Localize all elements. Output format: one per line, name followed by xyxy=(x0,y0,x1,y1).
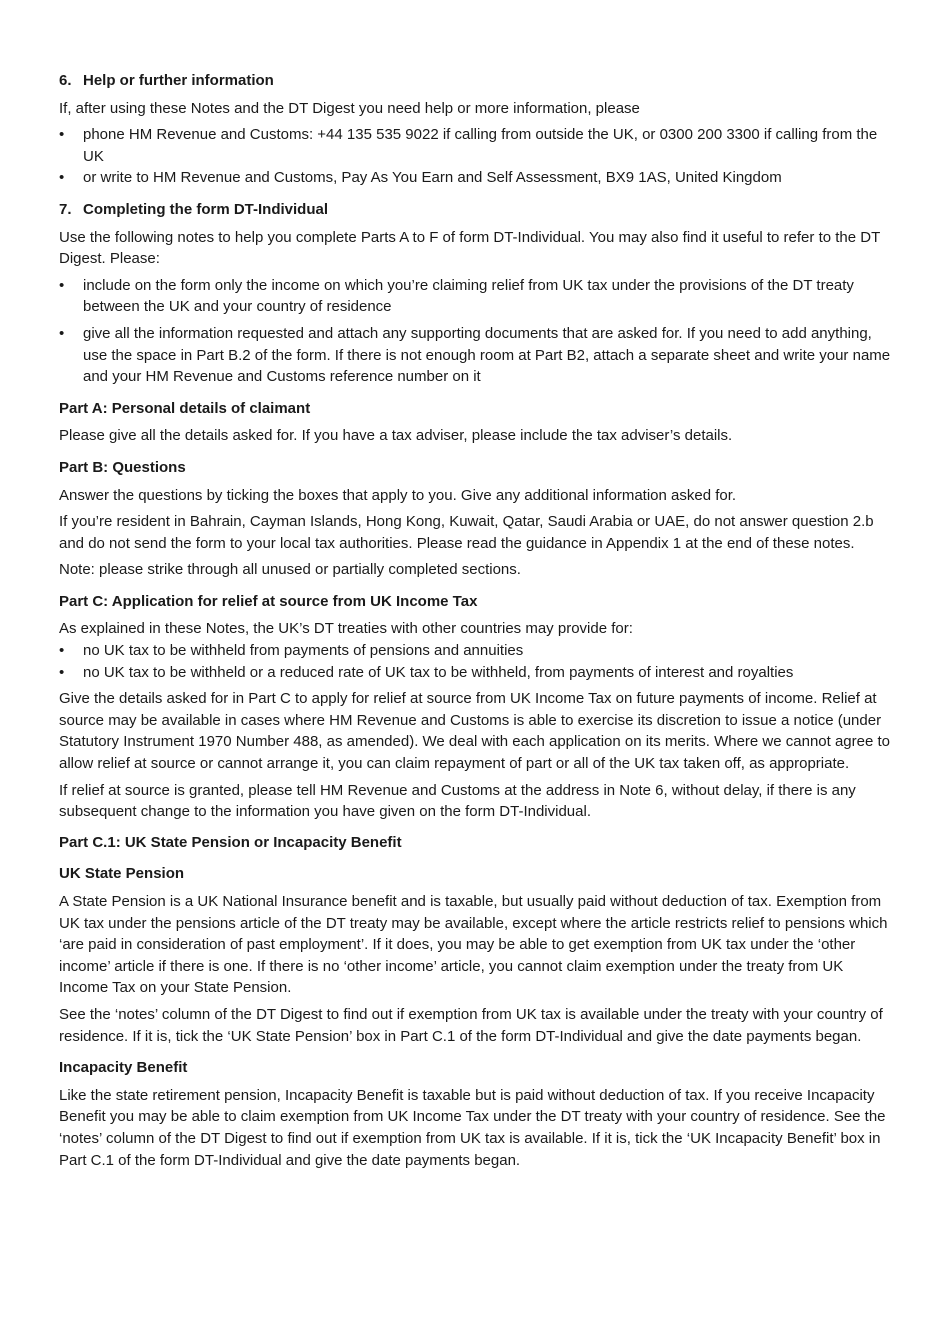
state-pension-text-2: See the ‘notes’ column of the DT Digest to find out if exemption from UK tax is available under the treaty with your country of residence. If it is, tick the ‘UK State Pension’ box in Part C.1 of the form DT-Individual and give the date payments began. xyxy=(59,1005,883,1045)
part-c1-heading: Part C.1: UK State Pension or Incapacity Benefit xyxy=(59,833,402,851)
part-c-bullet-list xyxy=(59,640,891,683)
bullet-icon: • xyxy=(59,276,65,294)
part-b-heading: Part B: Questions xyxy=(59,458,186,476)
section-6-intro: If, after using these Notes and the DT Digest you need help or more information, please xyxy=(59,99,640,117)
bullet-icon: • xyxy=(59,126,65,144)
part-a-heading: Part A: Personal details of claimant xyxy=(59,399,311,417)
part-c-text-2: If relief at source is granted, please tell HM Revenue and Customs at the address in Note 6, without delay, if there is any subsequent change to the information you have given on the form DT-Individual. xyxy=(59,781,856,821)
state-pension-heading: UK State Pension xyxy=(59,865,185,883)
part-b xyxy=(59,457,891,581)
part-a-text: Please give all the details asked for. If you have a tax adviser, please include the tax adviser’s details. xyxy=(59,427,733,445)
part-a xyxy=(59,398,891,447)
list-item: • give all the information requested and attach any supporting documents that are asked for. If you need to add anything, use the space in Part B.2 of the form. If there is not enough room at Part B2, attach a separate sheet and write your name and your HM Revenue and Customs reference number on it xyxy=(59,324,891,386)
part-b-text-2: If you’re resident in Bahrain, Cayman Islands, Hong Kong, Kuwait, Qatar, Saudi Arabia or UAE, do not answer question 2.b and do not send the form to your local tax authorities. Please read the guidance in Appendix 1 at the end of these notes. xyxy=(59,513,874,552)
section-6 xyxy=(59,70,891,189)
section-7-intro: Use the following notes to help you complete Parts A to F of form DT-Individual. You may also find it useful to refer to the DT Digest. Please: xyxy=(59,228,880,268)
part-c xyxy=(59,591,891,823)
section-6-heading: 6. Help or further information xyxy=(59,72,274,89)
list-item: • include on the form only the income on which you’re claiming relief from UK tax under the provisions of the DT treaty between the UK and your country of residence xyxy=(59,276,854,316)
section-7-heading: 7. Completing the form DT-Individual xyxy=(59,200,328,218)
incapacity-benefit-heading: Incapacity Benefit xyxy=(59,1059,188,1077)
part-b-note: Note: please strike through all unused or partially completed sections. xyxy=(59,561,521,579)
part-c1 xyxy=(59,832,891,1171)
incapacity-benefit-text: Like the state retirement pension, Incapacity Benefit is taxable but is paid without deduction of tax. If you receive Incapacity Benefit you may be able to claim exemption from UK Income Tax under the DT treaty with your country of residence. See the ‘notes’ column of the DT Digest to find out if exemption from UK tax is available. If it is, tick the ‘UK Incapacity Benefit’ box in Part C.1 of the form DT-Individual and give the date payments began. xyxy=(59,1086,886,1169)
part-c-heading: Part C: Application for relief at source from UK Income Tax xyxy=(59,592,478,610)
part-c-text-1: Give the details asked for in Part C to apply for relief at source from UK Income Tax on future payments of income. Relief at source may be available in cases where HM Revenue and Customs is able to exercise its discretion to issue a notice (under Statutory Instrument 1970 Number 488, as amended). We deal with each application on its merits. Where we cannot agree to allow relief at source or cannot arrange it, you can claim repayment of part or all of the UK tax taken off, as appropriate. xyxy=(59,690,890,773)
bullet-icon: • xyxy=(59,324,65,342)
bullet-icon: • xyxy=(59,642,65,660)
state-pension-text-1: A State Pension is a UK National Insurance benefit and is taxable, but usually paid without deduction of tax. Exemption from UK tax under the pensions article of the DT treaty may be available, except where the article restricts relief to pensions which ‘are paid in consideration of past employment’. If it does, you may be able to get exemption from UK tax under the ‘other income’ article if there is one. If there is no ‘other income’ article, you cannot claim exemption under the treaty from UK Income Tax on your State Pension. xyxy=(59,893,888,997)
section-7-bullet-list xyxy=(59,275,891,388)
list-item: • no UK tax to be withheld or a reduced rate of UK tax to be withheld, from payments of interest and royalties xyxy=(59,662,891,684)
part-b-text-1: Answer the questions by ticking the boxes that apply to you. Give any additional information asked for. xyxy=(59,486,737,504)
section-7 xyxy=(59,199,891,388)
part-c-intro: As explained in these Notes, the UK’s DT treaties with other countries may provide for: xyxy=(59,620,633,638)
list-item: • or write to HM Revenue and Customs, Pay As You Earn and Self Assessment, BX9 1AS, United Kingdom xyxy=(59,167,891,189)
bullet-icon: • xyxy=(59,663,65,681)
list-item: • no UK tax to be withheld from payments of pensions and annuities xyxy=(59,640,891,662)
list-item: • phone HM Revenue and Customs: +44 135 535 9022 if calling from outside the UK, or 0300 200 3300 if calling from the UK xyxy=(59,126,878,165)
section-6-bullet-list xyxy=(59,124,891,189)
bullet-icon: • xyxy=(59,169,65,187)
document-page xyxy=(59,70,891,1180)
